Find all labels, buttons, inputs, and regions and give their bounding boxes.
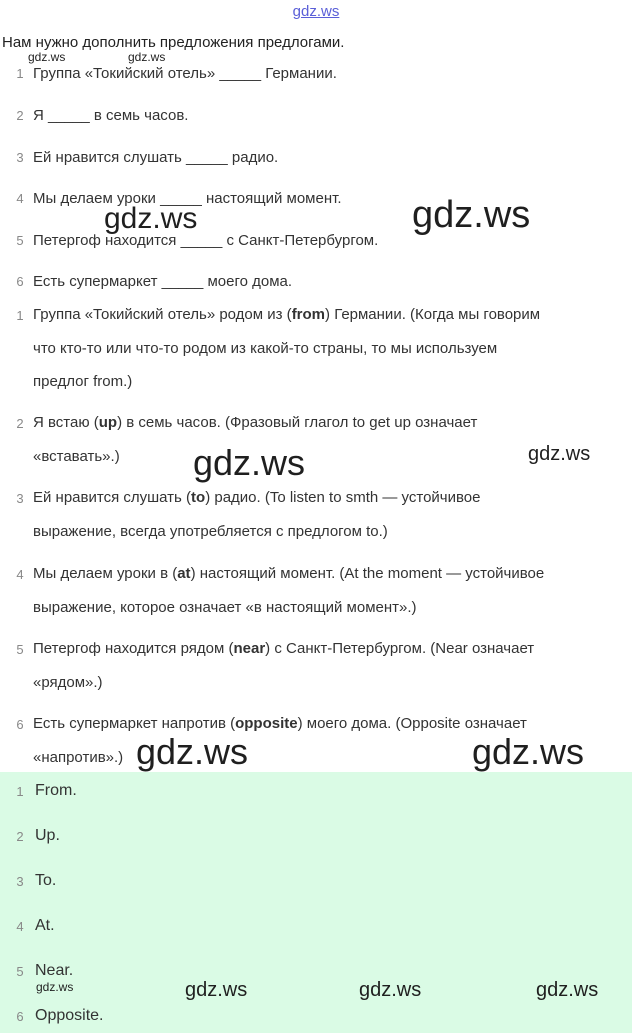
answer-number: 6 [16,1009,24,1024]
watermark: gdz.ws [136,731,249,772]
explanation-line [33,414,477,431]
question-text: Мы делаем уроки _____ настоящий момент. [33,190,342,207]
question-text: Есть супермаркет _____ моего дома. [33,273,293,290]
explanation-text: Я встаю ( [33,414,99,431]
answer-number: 4 [16,919,24,934]
explanation-line: что кто-то или что-то родом из какой-то страны, то мы используем [33,340,498,357]
watermark: gdz.ws [528,443,591,465]
question-number: 6 [16,274,24,289]
watermark: gdz.ws [193,442,306,483]
question-number: 2 [16,108,24,123]
explanation-text: Ей нравится слушать ( [33,489,192,506]
watermark: gdz.ws [28,50,66,64]
explanation-line: выражение, которое означает «в настоящий момент».) [33,599,417,616]
watermark: gdz.ws [359,979,422,1001]
watermark: gdz.ws [104,202,198,235]
explanation-line [33,715,527,732]
answer-text: From. [35,782,77,799]
header-link[interactable]: gdz.ws [292,3,340,20]
explanation-text: ) Германии. (Когда мы говорим [325,306,541,323]
explanation-text: ) в семь часов. (Фразовый глагол to get up означает [117,414,478,431]
watermark: gdz.ws [536,979,599,1001]
watermark: gdz.ws [412,194,531,236]
preposition: at [177,565,191,582]
answer-text: Near. [35,962,74,979]
question-number: 3 [16,150,24,165]
explanation-line: «вставать».) [33,448,120,465]
explanation-text: ) моего дома. (Opposite означает [297,715,527,732]
explanation-number: 6 [16,717,24,732]
explanation-text: ) с Санкт-Петербургом. (Near означает [265,640,535,657]
question-text: Ей нравится слушать _____ радио. [33,149,279,166]
question-number: 4 [16,191,24,206]
explanation-number: 5 [16,642,24,657]
preposition: near [233,640,266,657]
answer-text: To. [35,872,57,889]
explanation-text: ) настоящий момент. (At the moment — устойчивое [190,565,545,582]
preposition: up [98,414,118,431]
explanation-number: 2 [16,416,24,431]
explanation-line: «рядом».) [33,674,103,691]
answer-number: 5 [16,964,24,979]
answer-text: Opposite. [35,1007,104,1024]
answer-text: Up. [35,827,60,844]
explanation-text: ) радио. (To listen to smth — устойчивое [205,489,481,506]
task-intro: Нам нужно дополнить предложения предлогами. [2,34,345,51]
answer-text: At. [35,917,55,934]
question-text: Группа «Токийский отель» _____ Германии. [33,65,337,82]
explanation-text: Есть супермаркет напротив ( [33,715,236,732]
explanation-text: Группа «Токийский отель» родом из ( [33,306,292,323]
explanation-line [33,640,534,657]
question-number: 5 [16,233,24,248]
preposition: opposite [235,715,298,732]
explanation-line [33,489,480,506]
preposition: from [291,306,326,323]
explanation-number: 1 [16,308,24,323]
explanation-line: «напротив».) [33,749,124,766]
question-text: Я _____ в семь часов. [33,107,189,124]
explanation-line: выражение, всегда употребляется с предлогом to.) [33,523,388,540]
preposition: to [191,489,206,506]
answer-number: 3 [16,874,24,889]
answer-number: 1 [16,784,24,799]
watermark: gdz.ws [36,980,74,994]
explanation-number: 3 [16,491,24,506]
question-text: Петергоф находится _____ с Санкт-Петербургом. [33,232,379,249]
explanation-line [33,565,544,582]
question-number: 1 [16,66,24,81]
answer-number: 2 [16,829,24,844]
explanation-line: предлог from.) [33,373,133,390]
watermark: gdz.ws [128,50,166,64]
watermark: gdz.ws [472,731,585,772]
explanation-text: Мы делаем уроки в ( [33,565,178,582]
watermark: gdz.ws [185,979,248,1001]
explanation-number: 4 [16,567,24,582]
explanation-text: Петергоф находится рядом ( [33,640,234,657]
explanation-line [33,306,540,323]
